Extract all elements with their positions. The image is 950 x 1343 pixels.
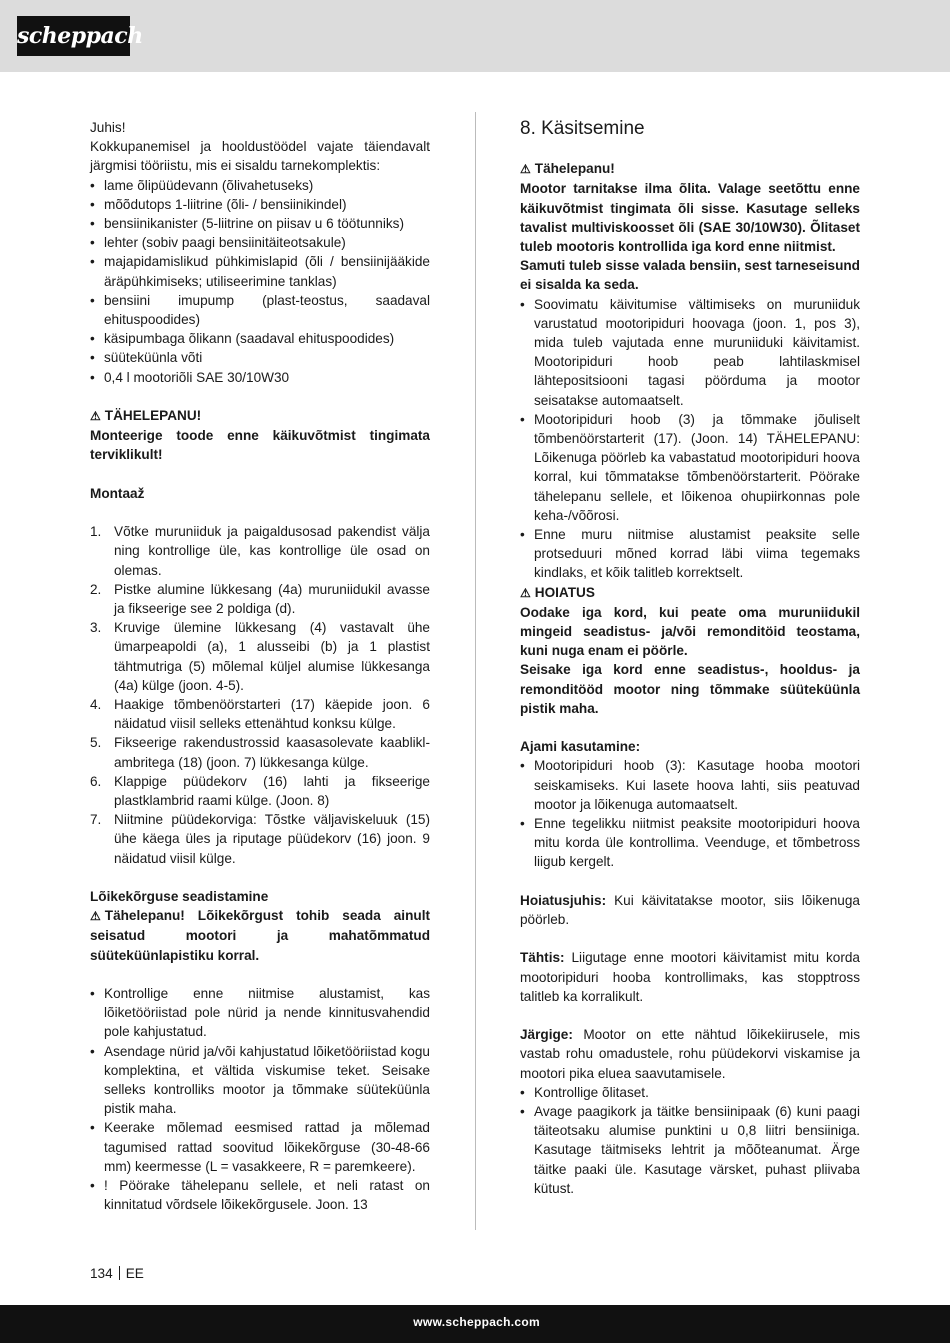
- assembly-step: 1. Võtke muruniiduk ja paigaldusosad pakendist välja ning kontrollige üle, kas kontrollige üle osad on olemas.: [90, 524, 430, 578]
- brand-logo: scheppach: [17, 16, 130, 56]
- assembly-step: 3. Kruvige ülemine lükkesang (4) vastavalt ühe ümarpeapoldi (a), 1 alusseibi (b) ja 1 plastist tähtmutriga (5) mõlemal küljel alumise lükkesanga (4a) külge (joon. 4-5).: [90, 620, 430, 693]
- hoiatus-text-2: Seisake iga kord enne seadistus-, hooldus- ja remonditööd mootor ning tõmmake süüteküünla pistik maha.: [520, 662, 860, 716]
- tools-list: [90, 176, 430, 387]
- list-item: • Keerake mõlemad eesmised rattad ja mõlemad tagumised rattad soovitud lõikekõrguse (30-48-66 mm) keermesse (L = vasakkeere, R = paremkeere).: [90, 1118, 430, 1176]
- assembly-step: 5. Fikseerige rakendustrossid kaasasolevate kaabliklambritega (18) (joon. 7) lükkesanga külge.: [90, 735, 430, 770]
- hint-paragraph: Hoiatusjuhis: Kui käivitatakse mootor, siis lõikenuga pöörleb.: [520, 892, 860, 928]
- assembly-step: 7. Niitmine püüdekorviga: Tõstke väljaviskeluuk (15) ühe käega üles ja riputage püüdekorv (16) joon. 9 näidatud viisil külge.: [90, 812, 430, 866]
- column-divider: [475, 112, 476, 1230]
- drive-list: [520, 756, 860, 871]
- list-item: • bensiini imupump (plast-teostus, saadaval ehituspoodides): [90, 291, 430, 329]
- left-column: [90, 118, 430, 1215]
- footer-bar: [0, 1305, 950, 1343]
- height-warning: ⚠ Tähelepanu! Lõikekõrgust tohib seada ainult seisatud mootori ja mahatõmmatud süüteküünlapistiku korral.: [90, 908, 430, 963]
- warning-icon: ⚠: [90, 409, 101, 424]
- height-list: [90, 984, 430, 1214]
- follow-paragraph: Järgige: Mootor on ette nähtud lõikekiirusele, mis vastab rohu omadustele, rohu püüdekorvi viskamise ja mootori pika eluea saavutamisele.: [520, 1027, 860, 1081]
- warning-icon: ⚠: [520, 585, 531, 600]
- drive-title: Ajami kasutamine:: [520, 739, 641, 755]
- attention-text-2: Samuti tuleb sisse valada bensiin, sest tarneseisund ei sisalda ka seda.: [520, 258, 860, 293]
- assembly-steps: [90, 522, 430, 868]
- list-item: • ! Pöörake tähelepanu sellele, et neli ratast on kinnitatud võrdsele lõikekõrgusele. Joon. 13: [90, 1176, 430, 1214]
- list-item: • 0,4 l mootoriõli SAE 30/10W30: [90, 368, 430, 387]
- hoiatus-heading: ⚠ HOIATUS: [520, 583, 860, 603]
- header-bar: [0, 0, 950, 72]
- list-item: • mõõdutops 1-liitrine (õli- / bensiinikindel): [90, 195, 430, 214]
- list-item: • Kontrollige õlitaset.: [520, 1083, 860, 1102]
- list-item: • Enne tegelikku niitmist peaksite mootoripiduri hoova mitu korda üle kontrollima. Veenduge, et tõmbetross liigub kergelt.: [520, 814, 860, 872]
- note-text: Kokkupanemisel ja hooldustöödel vajate täiendavalt järgmisi tööriistu, mis ei sisaldu tarnekomplektis:: [90, 139, 430, 174]
- list-item: • Soovimatu käivitumise vältimiseks on muruniiduk varustatud mootoripiduri hoovaga (joon. 1, pos 3), mida tuleb vajutada enne muruniiduki käivitamist. Mootoripiduri hoob peab lahtilaskmisel lähtepositsiooni tagasi pöörduma ja mootor seisatakse automaatselt.: [520, 295, 860, 410]
- language-code: EE: [125, 1266, 144, 1281]
- section-title: 8. Käsitsemine: [520, 118, 645, 139]
- assembly-title: Montaaž: [90, 485, 145, 501]
- list-item: • Kontrollige enne niitmise alustamist, kas lõiketööriistad pole nürid ja nende kinnitusvahendid pole kahjustatud.: [90, 984, 430, 1042]
- list-item: • lehter (sobiv paagi bensiinitäiteotsakule): [90, 233, 430, 252]
- warning-title: TÄHELEPANU!: [104, 408, 202, 424]
- list-item: • Asendage nürid ja/või kahjustatud lõiketööriistad kogu komplektina, et vältida viskumise teket. Seisake selleks kontrolliks mootor ja tõmmake süüteküünla pistik maha.: [90, 1042, 430, 1119]
- list-item: • majapidamislikud pühkimislapid (õli / bensiinijääkide äräpühkimiseks; utiliseerimine tanklas): [90, 252, 430, 290]
- list-item: • süüteküünla võti: [90, 348, 430, 367]
- important-paragraph: Tähtis: Liigutage enne mootori käivitamist mitu korda mootoripiduri hooba kontrollimaks, kas stopptross talitleb ka korralikult.: [520, 950, 860, 1004]
- warning-text: Monteerige toode enne käikuvõtmist tingimata terviklikult!: [90, 428, 430, 463]
- attention-heading: ⚠ Tähelepanu!: [520, 159, 860, 179]
- list-item: • Mootoripiduri hoob (3): Kasutage hooba mootori seiskamiseks. Kui lasete hoova lahti, siis peatuvad mootor ja lõikenuga automaatselt.: [520, 756, 860, 814]
- list-item: • käsipumbaga õlikann (saadaval ehituspoodides): [90, 329, 430, 348]
- assembly-step: 2. Pistke alumine lükkesang (4a) muruniidukil avasse ja fikseerige see 2 poldiga (d).: [90, 581, 430, 617]
- height-title: Lõikekõrguse seadistamine: [90, 889, 269, 905]
- assembly-step: 6. Klappige püüdekorv (16) lahti ja fikseerige plastklambrid raami külge. (Joon. 8): [90, 773, 430, 809]
- assembly-step: 4. Haakige tõmbenöörstarteri (17) käepide joon. 6 näidatud viisil selleks ettenähtud konksu külge.: [90, 697, 430, 732]
- attention-text: Mootor tarnitakse ilma õlita. Valage seetõttu enne käikuvõtmist tingimata õli sisse. Kasutage selleks tavalist multiviskoosset õli (SAE 30/10W30). Õlitaset tuleb mootoris kontrollida iga kord enne niitmist.: [520, 181, 860, 254]
- footer-url[interactable]: www.scheppach.com: [413, 1315, 540, 1329]
- warning-heading: [90, 406, 430, 426]
- list-item: • bensiinikanister (5-liitrine on piisav u 6 töötunniks): [90, 214, 430, 233]
- follow-list: [520, 1083, 860, 1198]
- list-item: • Mootoripiduri hoob (3) ja tõmmake jõuliselt tõmbenöörstarterit (17). (Joon. 14) TÄHELEPANU: Lõikenuga pöörleb ka vabastatud mootoripiduri hoova korral, kui tõmmatakse tõmbenöörstarterit. Pöörake tähelepanu sellele, et lõikenoa ohupiirkonnas pole keha-/võõrosi.: [520, 410, 860, 525]
- warning-icon: ⚠: [520, 162, 531, 177]
- list-item: • lame õlipüüdevann (õlivahetuseks): [90, 176, 430, 195]
- list-item: • Enne muru niitmise alustamist peaksite selle protseduuri mõned korrad läbi viima tegemaks kindlaks, et kõik talitleb korrektselt.: [520, 525, 860, 583]
- note-title: Juhis!: [90, 120, 126, 135]
- right-column: [520, 118, 860, 1198]
- page-number: 134 EE: [90, 1266, 144, 1281]
- operation-list: [520, 295, 860, 583]
- list-item: • Avage paagikork ja täitke bensiinipaak (6) kuni paagi täiteotsaku alumise punktini u 0,8 liitri bensiiniga. Kasutage täitmiseks lehtrit ja mõõteanumat. Ärge täitke paaki üle. Kasutage värsket, puhast pliivaba kütust.: [520, 1102, 860, 1198]
- hoiatus-text-1: Oodake iga kord, kui peate oma muruniidukil mingeid seadistus- ja/või remonditöid teostama, kuni nuga enam ei pöörle.: [520, 604, 860, 659]
- warning-icon: ⚠: [90, 909, 101, 924]
